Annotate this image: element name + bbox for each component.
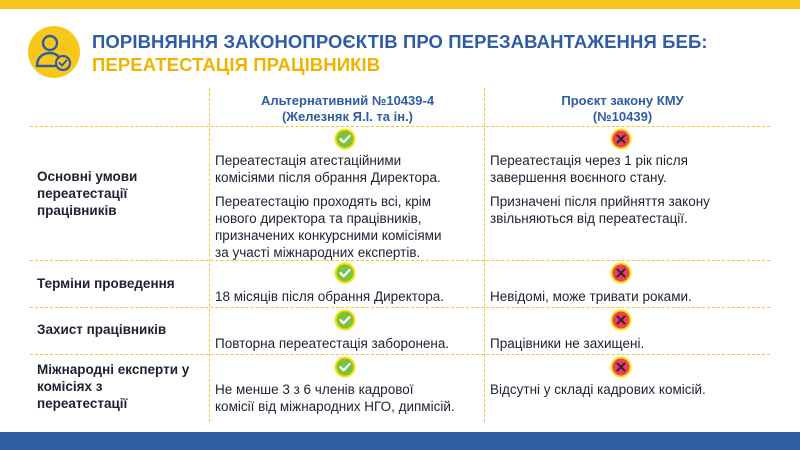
person-with-check-icon bbox=[28, 26, 80, 78]
row-label-line: комісіях з bbox=[37, 379, 103, 394]
cell-line: призначених конкурсними комісіями bbox=[215, 228, 442, 243]
row-divider bbox=[30, 307, 770, 308]
row-divider bbox=[30, 354, 770, 355]
cell-line: комісії від міжнародних НГО, дипмісій. bbox=[215, 399, 455, 414]
cell-line: Повторна переатестація заборонена. bbox=[215, 336, 450, 351]
kmu-protection-text bbox=[490, 335, 644, 352]
column-header-alternative-line1: Альтернативний №10439-4 bbox=[260, 93, 435, 108]
row-divider bbox=[30, 126, 770, 127]
column-header-kmu-line2: (№10439) bbox=[592, 109, 653, 124]
cell-line: 18 місяців після обрання Директора. bbox=[215, 289, 445, 304]
alt-experts-text bbox=[215, 381, 455, 415]
kmu-timing-text bbox=[490, 288, 692, 305]
cell-line: комісіями після обрання Директора. bbox=[215, 170, 441, 185]
column-header-alternative-line2: (Железняк Я.І. та ін.) bbox=[281, 109, 414, 124]
cross-icon bbox=[610, 309, 632, 331]
check-icon bbox=[334, 356, 356, 378]
cross-icon bbox=[610, 356, 632, 378]
alt-protection-text bbox=[215, 335, 449, 352]
kmu-conditions-paragraph-2 bbox=[490, 193, 710, 227]
cell-line: Відсутні у складі кадрових комісій. bbox=[490, 382, 706, 397]
check-icon bbox=[334, 262, 356, 284]
cross-icon bbox=[610, 262, 632, 284]
cell-line: Невідомі, може тривати роками. bbox=[490, 289, 692, 304]
column-header-kmu bbox=[485, 93, 760, 125]
row-label-line: Терміни проведення bbox=[37, 276, 175, 291]
bottom-accent-bar bbox=[0, 432, 800, 450]
row-label-timing bbox=[37, 275, 175, 292]
row-label-line: Міжнародні експерти у bbox=[37, 362, 190, 377]
page-title-line1: ПОРІВНЯННЯ ЗАКОНОПРОЄКТІВ ПРО ПЕРЕЗАВАНТАЖЕННЯ БЕБ: bbox=[92, 31, 708, 52]
page-title-line2: ПЕРЕАТЕСТАЦІЯ ПРАЦІВНИКІВ bbox=[92, 54, 381, 75]
row-label-line: переатестації bbox=[37, 396, 128, 411]
cell-line: Не менше 3 з 6 членів кадрової bbox=[215, 382, 414, 397]
cell-line: Працівники не захищені. bbox=[490, 336, 645, 351]
column-header-kmu-line1: Проєкт закону КМУ bbox=[561, 93, 684, 108]
row-label-protection bbox=[37, 321, 166, 338]
alt-conditions-paragraph-2 bbox=[215, 193, 442, 261]
kmu-conditions-paragraph-1 bbox=[490, 152, 688, 186]
cell-line: звільняються від переатестації. bbox=[490, 211, 688, 226]
column-header-alternative bbox=[210, 93, 485, 125]
row-label-line: переатестації bbox=[37, 186, 128, 201]
cell-line: Переатестація атестаційними bbox=[215, 153, 402, 168]
cell-line: Переатестація через 1 рік після bbox=[490, 153, 688, 168]
alt-timing-text bbox=[215, 288, 444, 305]
cell-line: Переатестацію проходять всі, крім bbox=[215, 194, 431, 209]
cell-line: за участі міжнародних експертів. bbox=[215, 245, 421, 260]
row-label-line: Захист працівників bbox=[37, 322, 167, 337]
top-accent-bar bbox=[0, 0, 800, 9]
cell-line: Призначені після прийняття закону bbox=[490, 194, 710, 209]
alt-conditions-paragraph-1 bbox=[215, 152, 441, 186]
cell-line: нового директора та працівників, bbox=[215, 211, 422, 226]
check-icon bbox=[334, 309, 356, 331]
cell-line: завершення воєнного стану. bbox=[490, 170, 667, 185]
column-divider-right bbox=[484, 88, 485, 422]
row-label-line: Основні умови bbox=[37, 169, 138, 184]
kmu-experts-text bbox=[490, 381, 706, 398]
check-icon bbox=[334, 128, 356, 150]
cross-icon bbox=[610, 128, 632, 150]
row-label-conditions bbox=[37, 168, 137, 219]
column-divider-left bbox=[209, 88, 210, 422]
row-label-line: працівників bbox=[37, 203, 117, 218]
row-label-experts bbox=[37, 361, 189, 412]
page-title bbox=[92, 30, 708, 76]
